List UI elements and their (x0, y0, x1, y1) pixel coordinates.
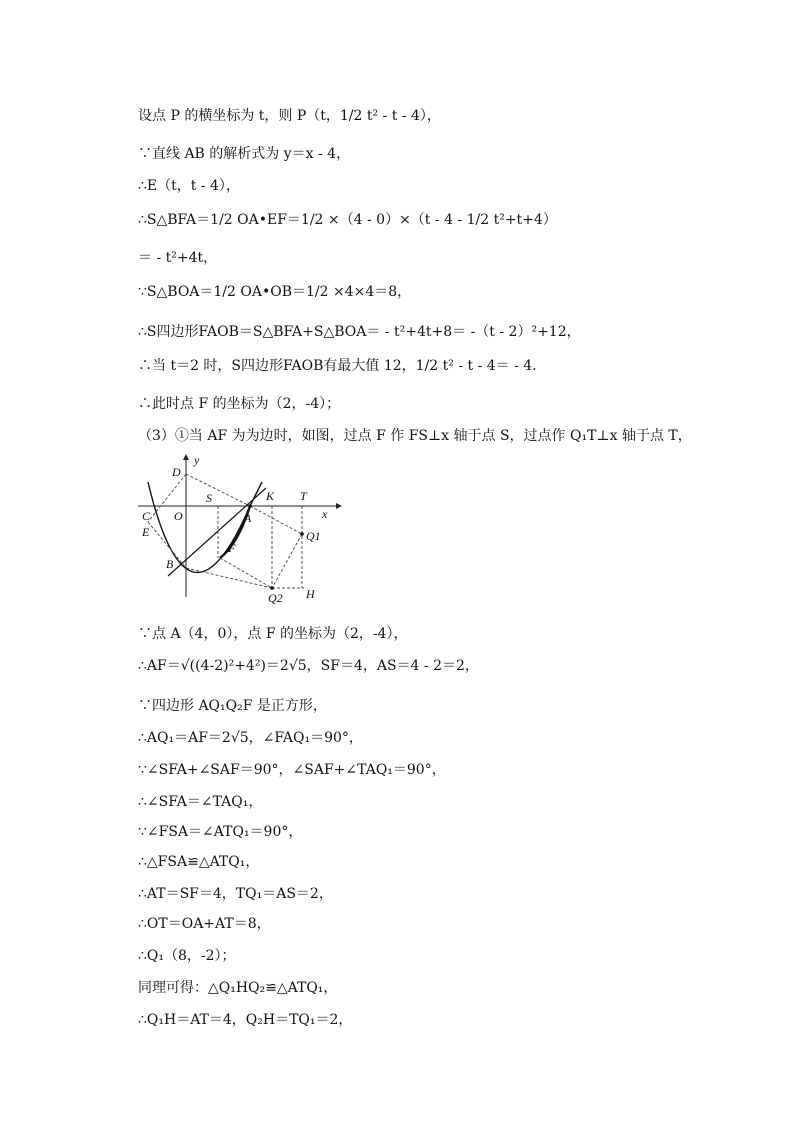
text-line: ∴△FSA≌△ATQ₁， (138, 854, 260, 870)
text-line: ∵四边形 AQ₁Q₂F 是正方形， (138, 698, 327, 714)
label-F: F (228, 541, 236, 555)
text-line: ∵直线 AB 的解析式为 y＝x - 4， (138, 146, 351, 162)
text-line: ∴S四边形FAOB＝S△BFA+S△BOA＝ - t²+4t+8＝ -（t - 2）²+12， (138, 324, 581, 340)
geometry-figure (138, 452, 348, 610)
label-B: B (166, 557, 174, 571)
text-line: ∴∠SFA＝∠TAQ₁， (138, 794, 263, 810)
text-line: ∴E（t，t - 4）， (138, 178, 240, 194)
label-Q2: Q2 (268, 591, 283, 605)
x-axis-arrow (336, 503, 342, 509)
text-line: ∴Q₁H＝AT＝4，Q₂H＝TQ₁＝2， (138, 1012, 353, 1028)
label-K: K (266, 489, 275, 503)
text-line: ∵∠FSA＝∠ATQ₁＝90°， (138, 824, 303, 840)
text-line: ∵S△BOA＝1/2 OA•OB＝1/2 ×4×4＝8， (138, 284, 412, 300)
text-line: ∴当 t＝2 时，S四边形FAOB有最大值 12，1/2 t² - t - 4＝ - 4． (138, 358, 547, 374)
text-line: ∴Q₁（8，-2）； (138, 948, 236, 964)
label-T: T (300, 489, 307, 503)
label-C: C (142, 509, 151, 523)
text-line: ∴OT＝OA+AT＝8， (138, 916, 271, 932)
label-x: x (322, 507, 328, 521)
text-line: ∴AF＝√((4-2)²+4²)＝2√5，SF＝4，AS＝4 - 2＝2， (138, 658, 479, 674)
text-line: 设点 P 的横坐标为 t，则 P（t，1/2 t² - t - 4）， (138, 108, 441, 124)
point-Q2 (270, 586, 274, 590)
text-line: ∴AT＝SF＝4，TQ₁＝AS＝2， (138, 886, 333, 902)
label-O: O (174, 509, 183, 523)
text-line: ∴S△BFA＝1/2 OA•EF＝1/2 ×（4 - 0）×（t - 4 - 1/2 t²+t+4） (138, 212, 557, 228)
text-line: 同理可得：△Q₁HQ₂≌△ATQ₁， (138, 980, 338, 996)
label-Q1: Q1 (306, 529, 321, 543)
text-line: ∵点 A（4，0），点 F 的坐标为（2，-4）， (138, 626, 408, 642)
label-D: D (172, 465, 181, 479)
label-E: E (142, 525, 150, 539)
point-Q1 (300, 532, 304, 536)
y-axis-arrow (183, 454, 189, 460)
point-A (248, 504, 252, 508)
text-line: ∴AQ₁＝AF＝2√5，∠FAQ₁＝90°， (138, 730, 363, 746)
label-S: S (206, 491, 212, 505)
label-H: H (306, 587, 315, 601)
text-line: ＝ - t²+4t， (138, 250, 218, 266)
text-line: ∵∠SFA+∠SAF＝90°，∠SAF+∠TAQ₁＝90°， (138, 762, 446, 778)
label-A: A (244, 511, 252, 525)
text-line: （3）①当 AF 为为边时，如图，过点 F 作 FS⊥x 轴于点 S，过点作 Q₁T⊥x 轴于点 T， (138, 428, 692, 444)
label-y: y (194, 453, 200, 467)
text-line: ∴此时点 F 的坐标为（2，-4）； (138, 396, 341, 412)
